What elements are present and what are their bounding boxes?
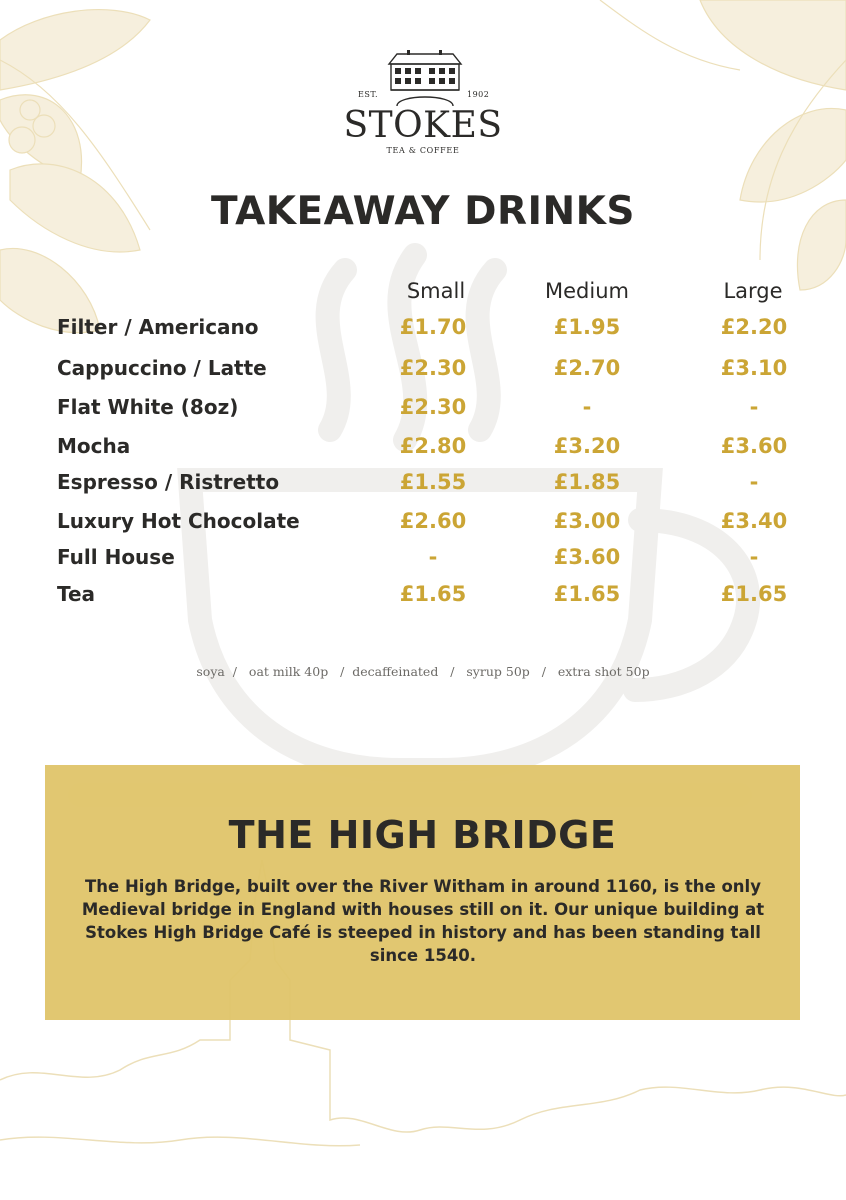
stokes-logo [323,50,523,162]
price-large: £2.20 [720,315,788,339]
price-medium: £3.60 [553,545,621,569]
price-small: - [428,545,438,569]
price-large: £3.60 [720,434,788,458]
price-medium: £2.70 [553,356,621,380]
price-large: £1.65 [720,582,788,606]
price-medium: £1.95 [553,315,621,339]
price-large: - [749,395,759,419]
price-large: £3.40 [720,509,788,533]
size-header-small: Small [406,279,466,303]
drink-name: Mocha [57,434,131,458]
drink-name: Cappuccino / Latte [57,356,267,380]
panel-description: The High Bridge, built over the River Witham in around 1160, is the only Medieval bridge in England with houses still on it. Our unique building at Stokes High Bridge Café is steeped in history and has been standing tall since 1540. [81,877,765,965]
price-small: £1.70 [399,315,467,339]
price-medium: £1.65 [553,582,621,606]
price-small: £2.30 [399,395,467,419]
price-small: £1.55 [399,470,467,494]
price-small: £2.60 [399,509,467,533]
size-header [0,277,846,305]
price-medium: £3.20 [553,434,621,458]
drink-name: Flat White (8oz) [57,395,239,419]
price-small: £1.65 [399,582,467,606]
drink-name: Espresso / Ristretto [57,470,280,494]
price-large: - [749,545,759,569]
drink-name: Tea [57,582,96,606]
menu-row [0,354,846,382]
size-header-medium: Medium [545,279,629,303]
logo-est-label: EST. [358,90,379,99]
menu-row [0,580,846,608]
menu-row [0,432,846,460]
menu-row [0,468,846,496]
logo-tagline: TEA & COFFEE [386,146,460,155]
menu-row [0,507,846,535]
drink-name: Luxury Hot Chocolate [57,509,300,533]
bridge-building-icon [387,50,463,106]
extras-note: soya / oat milk 40p / decaffeinated / syrup 50p / extra shot 50p [196,664,650,679]
price-medium: £1.85 [553,470,621,494]
size-header-large: Large [723,279,783,303]
menu-row [0,313,846,341]
drink-name: Filter / Americano [57,315,259,339]
price-small: £2.30 [399,356,467,380]
menu-row [0,393,846,421]
logo-brand-name: STOKES [343,105,503,146]
coffee-leaves-right-art [600,0,846,290]
price-large: - [749,470,759,494]
price-small: £2.80 [399,434,467,458]
panel-title: THE HIGH BRIDGE [228,813,617,857]
high-bridge-panel [45,765,800,1020]
price-medium: £3.00 [553,509,621,533]
logo-year: 1902 [467,90,490,99]
price-medium: - [582,395,592,419]
menu-title: TAKEAWAY DRINKS [211,189,635,234]
drink-name: Full House [57,545,175,569]
price-large: £3.10 [720,356,788,380]
menu-row [0,543,846,571]
